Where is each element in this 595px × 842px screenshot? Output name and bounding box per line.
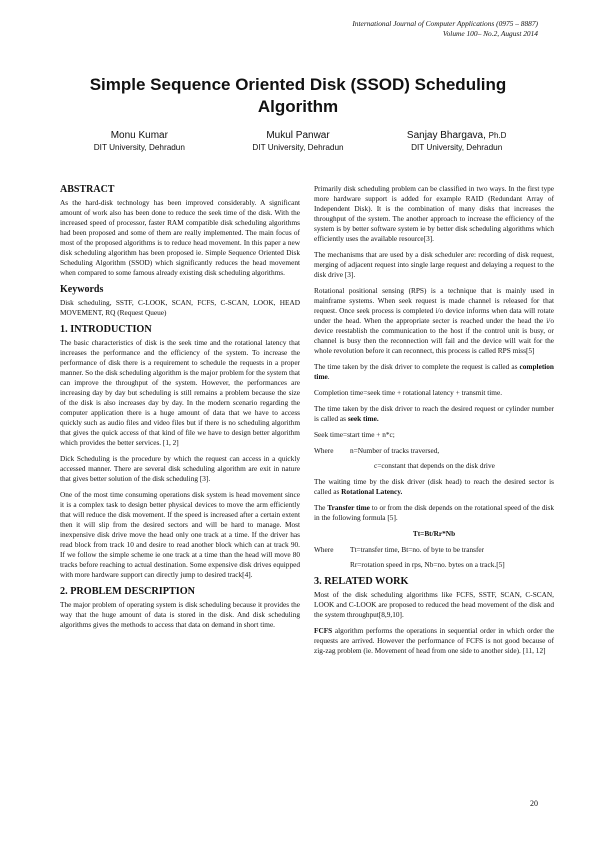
journal-header — [352, 19, 538, 39]
where-label: Where — [314, 545, 334, 554]
journal-name: International Journal of Computer Applications (0975 – 8887) — [352, 19, 538, 28]
author-affiliation: DIT University, Dehradun — [252, 143, 344, 152]
author-2 — [219, 130, 378, 154]
keywords-text: Disk scheduling, SSTF, C-LOOK, SCAN, FCFS, C-SCAN, LOOK, HEAD MOVEMENT, RQ (Request Queue) — [60, 298, 300, 317]
seek-time-definition: The time taken by the disk driver to reach the desired request or cylinder number is called as seek time. — [314, 404, 554, 423]
body-paragraph: Primarily disk scheduling problem can be classified in two ways. In the first type more hardware support is added for example RAID (Redundant Array of Independent Disk). It is the combination of many disks that increases the throughput of the system. The another approach to increase the efficiency of the system is by better software system ie by better disk scheduling algorithms which efficiently uses the available resource[3]. — [314, 184, 554, 243]
transfer-time-variables — [314, 545, 554, 570]
variable-definition: Tt=transfer time, Bt=no. of byte to be transfer — [350, 545, 485, 554]
author-affiliation: DIT University, Dehradun — [93, 143, 185, 152]
author-3 — [377, 130, 536, 154]
page-number: 20 — [530, 799, 538, 808]
author-name: Sanjay Bhargava, — [406, 130, 486, 141]
where-label: Where — [314, 446, 334, 455]
variable-definition: c=constant that depends on the disk drive — [374, 461, 495, 470]
abstract-text: As the hard-disk technology has been improved considerably. A significant amount of work also has been done to reduce the seek time of the disk. With the increased speed of processor, faster RAM compatible disk scheduling algorithms had been proposed and some of them are really implemented. The main focus of most of the proposed algorithms is to reduce head movement. In this paper a new disk scheduling algorithm has been proposed ie. Simple Sequence Oriented Disk Scheduling Algorithm (SSOD) which significantly reduces the head movement when compared to some famous already existing disk scheduling algorithms. — [60, 198, 300, 277]
fcfs-paragraph: FCFS algorithm performs the operations in sequential order in which order the requests are arrived. However the performance of FCFS is not good because of zig-zag problem (ie. Movement of head from one side to another side). [11, 12] — [314, 626, 554, 655]
author-1 — [60, 130, 219, 154]
right-column — [314, 184, 554, 662]
term-rotational-latency: Rotational Latency. — [341, 487, 403, 496]
completion-time-definition: The time taken by the disk driver to complete the request is called as completion time. — [314, 362, 554, 381]
intro-paragraph: The basic characteristics of disk is the seek time and the rotational latency that increases the performance and the efficiency of the system. To increase the performance of disk there is a requirement to schedule the requests in a proper manner. So the disk scheduling algorithm is the major problem for the system that can improve the throughput of the system. However, the performances are increasing day by day but scheduling is still remains a problem because the size of the disk is also increases day by day. In the modern scenario regarding the computer application there is a huge amount of data that we have to access quickly such as audio files and video files but if there is no scheduling algorithm that gives the quick access of that kind of file we have to design better algorithm which provides the better services. [1, 2] — [60, 338, 300, 447]
author-affiliation: DIT University, Dehradun — [411, 143, 503, 152]
problem-paragraph: The major problem of operating system is disk scheduling because it provides the way that the huge amount of data is stored in the disk. And disk scheduling algorithms gives the methods to access that data on demand in short time. — [60, 600, 300, 629]
left-column — [60, 184, 300, 636]
author-degree: Ph.D — [488, 131, 507, 140]
abstract-heading: ABSTRACT — [60, 184, 115, 195]
term-seek-time: seek time. — [347, 414, 379, 423]
author-name: Monu Kumar — [110, 130, 168, 141]
introduction-heading: 1. INTRODUCTION — [60, 324, 152, 335]
related-work-heading: 3. RELATED WORK — [314, 576, 409, 587]
transfer-time-definition: The Transfer time to or from the disk depends on the rotational speed of the disk in the following formula [5]. — [314, 503, 555, 522]
seek-time-equation: Seek time=start time + n*c; — [314, 430, 395, 439]
term-transfer-time: Transfer time — [327, 503, 370, 512]
term-completion-time: completion time — [314, 362, 554, 381]
author-list — [60, 130, 536, 154]
intro-paragraph: One of the most time consuming operations disk system is head movement since it is a complex task to design better physical devices to move the arm efficiently that will reduce the disk movement. If the speed is increased after a certain extent then it will slip from the desired sectors and will be hard to manage. Most inexpensive disk drive move the head only one track at a time. If the driver has read block from track 10 and desire to read another block which can at track 90. If we follow the simple scheme ie one track at a time than the head will move 80 tracks before reaching to actual destination. Some expensive disk drives equipped with more hardware support can directly jump to desired track[4]. — [60, 490, 300, 579]
author-name: Mukul Panwar — [266, 130, 330, 141]
journal-volume: Volume 100– No.2, August 2014 — [442, 29, 538, 38]
rotational-latency-definition: The waiting time by the disk driver (disk head) to reach the desired sector is called as Rotational Latency. — [314, 477, 554, 496]
body-paragraph: Rotational positional sensing (RPS) is a technique that is mainly used in mainframe systems. When seek request is made channel is released for that request. Once seek process is completed i/o device informs when data will rotate under the head. When the appropriate secter is reached under the head the i/o device reestablish the communication to the host if the control unit is busy, or channel is busy then the reconnection will fail and the device will wait for the whole revolution before it can reconnect, this process is called RPS miss[5] — [314, 286, 554, 355]
problem-heading: 2. PROBLEM DESCRIPTION — [60, 586, 195, 597]
related-paragraph: Most of the disk scheduling algorithms like FCFS, SSTF, SCAN, C-SCAN, LOOK and C-LOOK are proposed to reduced the head movement of the disk and the system throughput[8,9,10]. — [314, 590, 554, 619]
body-paragraph: The mechanisms that are used by a disk scheduler are: recording of disk request, merging of adjacent request into single large request and delaying a request to the disk drive [3]. — [314, 250, 554, 279]
variable-definition: n=Number of tracks traversed, — [350, 446, 440, 455]
variable-definition: Rr=rotation speed in rps, Nb=no. bytes on a track.[5] — [350, 560, 505, 569]
paper-title: Simple Sequence Oriented Disk (SSOD) Scheduling Algorithm — [89, 75, 507, 116]
completion-time-equation: Completion time=seek time + rotational latency + transmit time. — [314, 388, 503, 397]
term-fcfs: FCFS — [314, 626, 333, 635]
transfer-time-formula: Tt=Bt/Rr*Nb — [412, 529, 456, 538]
intro-paragraph: Dick Scheduling is the procedure by which the request can access in a quickly accessed manner. There are several disk scheduling algorithm are exit in nature that gives better solution of the disk scheduling [3]. — [60, 454, 300, 483]
keywords-heading: Keywords — [60, 284, 104, 295]
seek-time-variables — [314, 446, 554, 471]
